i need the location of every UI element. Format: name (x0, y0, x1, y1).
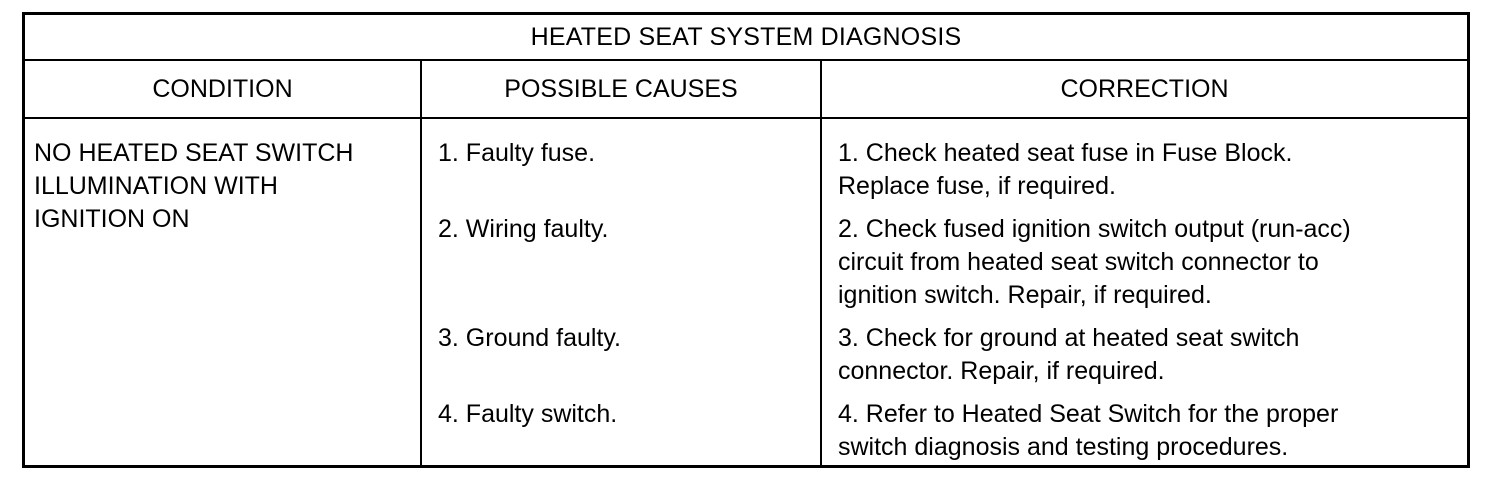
diagnosis-table (22, 12, 1470, 468)
condition-line: NO HEATED SEAT SWITCH (34, 139, 354, 167)
correction-line: 1. Check heated seat fuse in Fuse Block. (838, 139, 1293, 167)
correction-line: ignition switch. Repair, if required. (838, 281, 1212, 309)
correction-line: connector. Repair, if required. (838, 357, 1165, 385)
correction-line: 3. Check for ground at heated seat switch (838, 324, 1300, 352)
correction-line: circuit from heated seat switch connector to (838, 248, 1319, 276)
correction-item (838, 213, 1458, 312)
correction-line: 2. Check fused ignition switch output (run-acc) (838, 215, 1351, 243)
cause-item: 1. Faulty fuse. (438, 139, 596, 167)
cause-item: 3. Ground faulty. (438, 324, 621, 352)
correction-item (838, 398, 1458, 464)
correction-line: switch diagnosis and testing procedures. (838, 433, 1289, 461)
correction-item (838, 322, 1458, 388)
condition-cell (25, 119, 422, 465)
table-title: HEATED SEAT SYSTEM DIAGNOSIS (25, 15, 1467, 61)
causes-cell (422, 119, 822, 465)
cause-item: 2. Wiring faulty. (438, 215, 609, 243)
correction-line: 4. Refer to Heated Seat Switch for the proper (838, 400, 1339, 428)
cause-item: 4. Faulty switch. (438, 400, 618, 428)
header-row (25, 61, 1467, 119)
condition-header: CONDITION (25, 61, 422, 117)
correction-item (838, 137, 1458, 203)
condition-text (34, 137, 414, 236)
condition-line: ILLUMINATION WITH (34, 172, 278, 200)
table-body (25, 119, 1467, 465)
correction-line: Replace fuse, if required. (838, 172, 1116, 200)
correction-cell (822, 119, 1467, 465)
possible-causes-header: POSSIBLE CAUSES (422, 61, 822, 117)
condition-line: IGNITION ON (34, 205, 190, 233)
correction-header: CORRECTION (1060, 74, 1229, 103)
